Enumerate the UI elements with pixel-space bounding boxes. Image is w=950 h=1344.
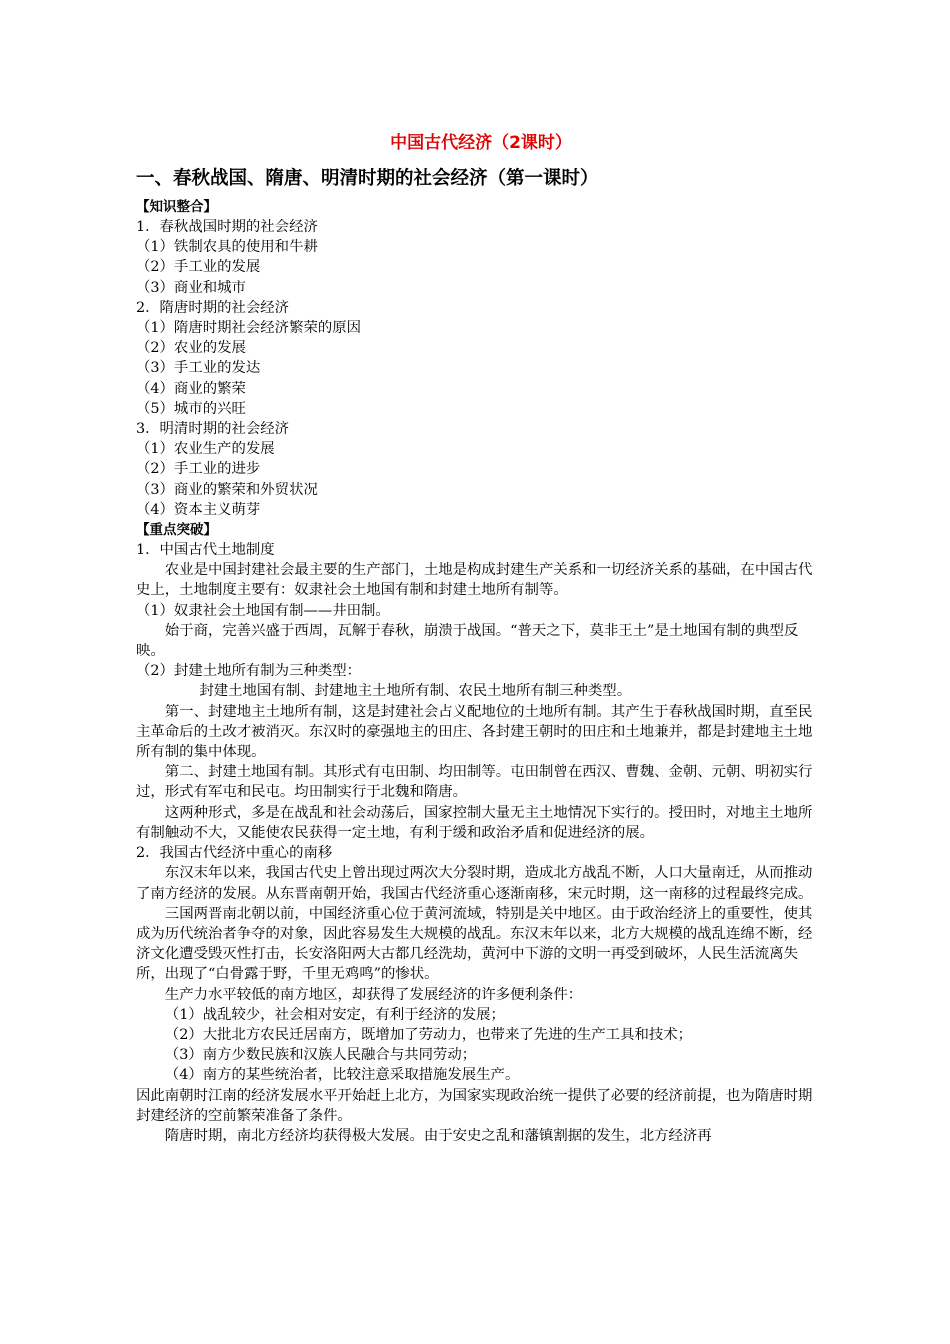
knowledge-line: 1．春秋战国时期的社会经济 <box>136 219 318 235</box>
paragraph: 三国两晋南北朝以前，中国经济重心位于黄河流域，特别是关中地区。由于政治经济上的重要性，使其成为历代统治者争夺的对象，因此容易发生大规模的战乱。东汉末年以来，北方大规模的战乱连绵不断，经济文化遭受毁灭性打击，长安洛阳两大古都几经洗劫，黄河中下游的文明一再受到破坏，人民生活流离失所，出现了“白骨露于野，千里无鸡鸣”的惨状。 <box>136 905 813 983</box>
knowledge-line: （2）手工业的发展 <box>136 259 261 276</box>
knowledge-line: （3）手工业的发达 <box>136 360 261 377</box>
paragraph: 因此南朝时江南的经济发展水平开始赶上北方，为国家实现政治统一提供了必要的经济前提，也为隋唐时期封建经济的空前繁荣准备了条件。 <box>136 1087 813 1124</box>
document-page <box>136 128 826 1146</box>
knowledge-line: （3）商业和城市 <box>136 279 246 296</box>
knowledge-line: （4）资本主义萌芽 <box>136 501 261 518</box>
knowledge-heading: 【知识整合】 <box>136 199 217 215</box>
knowledge-line: （1）农业生产的发展 <box>136 441 275 458</box>
focus-heading: 【重点突破】 <box>136 522 217 539</box>
paragraph: 第二、封建土地国有制。其形式有屯田制、均田制等。屯田制曾在西汉、曹魏、金朝、元朝、明初实行过，形式有军屯和民屯。均田制实行于北魏和隋唐。 <box>136 764 813 801</box>
knowledge-line: （2）手工业的进步 <box>136 461 261 478</box>
list-item: （3）南方少数民族和汉族人民融合与共同劳动； <box>164 1047 477 1064</box>
paragraph: 隋唐时期，南北方经济均获得极大发展。由于安史之乱和藩镇割据的发生，北方经济再 <box>164 1127 712 1144</box>
document-title: 中国古代经济（2课时） <box>390 133 572 153</box>
paragraph: 东汉末年以来，我国古代史上曾出现过两次大分裂时期，造成北方战乱不断，人口大量南迁，从而推动了南方经济的发展。从东晋南朝开始，我国古代经济重心逐渐南移，宋元时期，这一南移的过程最终完成。 <box>136 865 813 902</box>
paragraph: 第一、封建地主土地所有制，这是封建社会占义配地位的土地所有制。其产生于春秋战国时期，直至民主革命后的土改才被消灭。东汉时的豪强地主的田庄、各封建王朝时的田庄和土地兼并，都是封建地主土地所有制的集中体现。 <box>136 703 813 761</box>
knowledge-line: （2）农业的发展 <box>136 340 246 357</box>
knowledge-line: 2．隋唐时期的社会经济 <box>136 299 290 316</box>
knowledge-line: （3）商业的繁荣和外贸状况 <box>136 481 318 498</box>
list-item: （2）大批北方农民迁居南方，既增加了劳动力，也带来了先进的生产工具和技术； <box>164 1026 693 1043</box>
knowledge-line: 3．明清时期的社会经济 <box>136 421 290 438</box>
paragraph: 生产力水平较低的南方地区，却获得了发展经济的许多便利条件： <box>164 986 583 1003</box>
lesson-subtitle: 一、春秋战国、隋唐、明清时期的社会经济（第一课时） <box>136 168 599 189</box>
section-1-heading: 1．中国古代土地制度 <box>136 542 275 559</box>
knowledge-line: （5）城市的兴旺 <box>136 400 246 417</box>
section-2-heading: 2．我国古代经济中重心的南移 <box>136 845 333 862</box>
knowledge-line: （1）铁制农具的使用和牛耕 <box>136 239 318 256</box>
paragraph: 始于商，完善兴盛于西周，瓦解于春秋，崩溃于战国。“普天之下，莫非王土”是土地国有制的典型反映。 <box>136 622 799 660</box>
subheading: （1）奴隶社会土地国有制——井田制。 <box>136 602 390 619</box>
knowledge-line: （1）隋唐时期社会经济繁荣的原因 <box>136 320 362 337</box>
paragraph: 农业是中国封建社会最主要的生产部门，土地是构成封建生产关系和一切经济关系的基础，在中国古代史上，土地制度主要有：奴隶社会土地国有制和封建土地所有制等。 <box>136 562 813 599</box>
paragraph: 这两种形式，多是在战乱和社会动荡后，国家控制大量无主土地情况下实行的。授田时，对地主土地所有制触动不大，又能使农民获得一定土地，有利于缓和政治矛盾和促进经济的展。 <box>136 804 813 841</box>
knowledge-line: （4）商业的繁荣 <box>136 380 246 397</box>
subheading: （2）封建土地所有制为三种类型： <box>136 663 362 680</box>
list-item: （1）战乱较少，社会相对安定，有利于经济的发展； <box>164 1006 505 1023</box>
list-item: （4）南方的某些统治者，比较注意采取措施发展生产。 <box>164 1067 520 1084</box>
paragraph: 封建土地国有制、封建地主土地所有制、农民土地所有制三种类型。 <box>199 683 632 700</box>
